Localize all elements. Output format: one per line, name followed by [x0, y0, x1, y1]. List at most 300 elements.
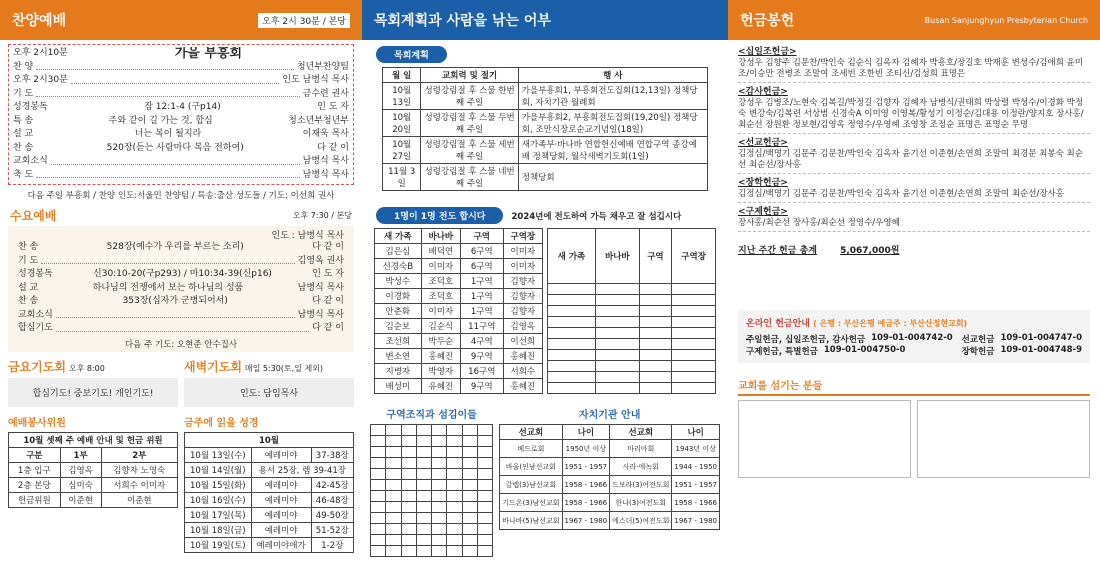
- read-cell: 42-45장: [311, 477, 353, 492]
- cell-cell: [416, 480, 431, 491]
- wed-person: 다 같 이: [312, 242, 344, 252]
- one-tables: [362, 228, 728, 394]
- cell-row: [371, 458, 493, 469]
- cell-cell: [401, 546, 416, 557]
- svc-person: 남병식 목사: [302, 169, 349, 180]
- bank-label: 장학헌금: [961, 347, 995, 357]
- cell-cell: [447, 458, 462, 469]
- svc-leader: [36, 88, 299, 98]
- org-cell: 1958 - 1966: [562, 494, 610, 512]
- org-head: 나이: [672, 425, 720, 440]
- offering-header: [728, 0, 1100, 40]
- bank-title: 온라인 헌금안내: [746, 319, 810, 329]
- wed-row: [18, 282, 344, 296]
- cell-cell: [416, 513, 431, 524]
- worship-title: 찬양예배: [12, 13, 67, 29]
- plan-head: 교회력 및 절기: [421, 68, 518, 83]
- serve-cell: 2층 본당: [9, 477, 61, 492]
- one-empty-cell: [672, 350, 716, 361]
- wed-title: 수요예배: [10, 209, 57, 223]
- cell-cell: [371, 425, 386, 436]
- org-row: [500, 512, 720, 530]
- org-section: [499, 406, 720, 557]
- cell-cell: [416, 535, 431, 546]
- plan-cell: 성령강림절 후 스물 네번째 주일: [421, 164, 518, 191]
- one-empty-row: [548, 295, 716, 306]
- cell-cell: [477, 425, 492, 436]
- wed-row: [18, 322, 344, 336]
- one-cell: 배덕연: [421, 244, 460, 259]
- offering-group-names: 김정심/백명기 김문주 김문찬/박인숙 김옥자 윤기선 이준현/손연희 조말여 최순선/장사홍: [738, 189, 1090, 203]
- serve-table: [8, 432, 178, 508]
- one-empty-head: 구역: [639, 229, 671, 284]
- one-empty-cell: [595, 295, 639, 306]
- read-cell: 용서 25장, 렘 39-41장: [251, 462, 353, 477]
- cell-cell: [371, 469, 386, 480]
- one-empty-row: [548, 306, 716, 317]
- friday-prayer: [8, 358, 178, 410]
- one-empty-cell: [548, 284, 596, 295]
- wed-row: [18, 295, 344, 309]
- cell-row: [371, 546, 493, 557]
- cell-cell: [386, 524, 401, 535]
- cell-cell: [432, 469, 447, 480]
- bank-account: 109-01-004742-0: [871, 333, 953, 343]
- cell-cell: [401, 513, 416, 524]
- one-empty-cell: [639, 284, 671, 295]
- dawn-body: 인도: 담임목사: [184, 378, 354, 407]
- one-row: [375, 289, 543, 304]
- one-cell: 이미자: [503, 259, 542, 274]
- wed-item: 교회소식: [18, 309, 53, 320]
- read-cell: 예레미야: [251, 447, 311, 462]
- one-empty-row: [548, 361, 716, 372]
- read-row: [185, 462, 354, 477]
- one-empty-cell: [548, 372, 596, 383]
- one-empty-cell: [639, 295, 671, 306]
- one-cell: 이미자: [421, 304, 460, 319]
- svc-item: 특 송: [13, 115, 34, 126]
- svc-item: 성경봉독: [13, 102, 48, 112]
- bank-box: [738, 310, 1090, 363]
- read-cell: 10월 16일(수): [185, 492, 252, 507]
- cell-cell: [386, 513, 401, 524]
- svc-detail: 너는 복이 될지라: [134, 129, 202, 139]
- org-cell: 1958 - 1966: [562, 476, 610, 494]
- cell-cell: [447, 546, 462, 557]
- plan-pill-wrap: [362, 40, 728, 65]
- cell-cell: [416, 469, 431, 480]
- one-empty-cell: [595, 339, 639, 350]
- one-empty-cell: [672, 328, 716, 339]
- org-row: [500, 476, 720, 494]
- one-empty-cell: [548, 295, 596, 306]
- cell-cell: [401, 535, 416, 546]
- cell-cell: [477, 480, 492, 491]
- org-cell: 갈렙(3)남선교회: [500, 476, 562, 494]
- plan-cell: 10월 13일: [383, 83, 421, 110]
- cell-cell: [462, 502, 477, 513]
- one-table: [374, 228, 543, 394]
- svc-row: [13, 88, 349, 102]
- cell-cell: [477, 469, 492, 480]
- cell-row: [371, 447, 493, 458]
- cell-cell: [477, 436, 492, 447]
- one-cell: 1구역: [461, 289, 504, 304]
- bible-reading: [184, 414, 354, 553]
- plan-head: 행 사: [518, 68, 707, 83]
- one-cell: 6구역: [461, 259, 504, 274]
- one-empty-cell: [548, 383, 596, 394]
- cell-cell: [401, 447, 416, 458]
- cell-row: [371, 524, 493, 535]
- one-empty-cell: [548, 361, 596, 372]
- cell-cell: [416, 425, 431, 436]
- bank-label: 선교헌금: [961, 335, 995, 345]
- cell-table: [370, 424, 493, 557]
- org-cell: 1944 - 1950: [672, 458, 720, 476]
- one-cell: 박두순: [421, 334, 460, 349]
- wed-person: 인 도 자: [312, 269, 344, 279]
- read-cell: 49-50장: [311, 507, 353, 522]
- serve-row: [9, 477, 178, 492]
- svc-person: 남병식 목사: [302, 156, 349, 166]
- plan-cell: 성령강림절 후 스물 한번째 주일: [421, 83, 518, 110]
- one-empty-cell: [595, 383, 639, 394]
- read-cell: 10월 17일(목): [185, 507, 252, 522]
- svc-item: 설 교: [13, 129, 34, 139]
- org-cell: 1951 - 1957: [562, 458, 610, 476]
- staff-left: [738, 400, 911, 478]
- cell-cell: [447, 480, 462, 491]
- one-empty-cell: [672, 372, 716, 383]
- cell-cell: [477, 535, 492, 546]
- cell-cell: [447, 535, 462, 546]
- svc-person: 인 도 자: [317, 102, 349, 112]
- org-cell: 베드로회: [500, 440, 562, 458]
- cell-cell: [462, 458, 477, 469]
- total-label: 지난 주간 헌금 총계: [738, 246, 817, 256]
- serve-head: 2부: [101, 447, 177, 462]
- svc-person: 청소년부청년부: [288, 115, 349, 126]
- bank-list: [746, 333, 1082, 357]
- cell-row: [371, 480, 493, 491]
- org-cell: 바나바(5)남선교회: [500, 512, 562, 530]
- cell-cell: [416, 447, 431, 458]
- one-cell: 유혜진: [421, 379, 460, 394]
- one-cell: 변소연: [375, 349, 422, 364]
- svc-leader: [71, 74, 280, 84]
- one-cell: 홍혜진: [503, 379, 542, 394]
- cell-cell: [401, 480, 416, 491]
- cell-cell: [416, 458, 431, 469]
- plan-head: 월 일: [383, 68, 421, 83]
- one-cell: 지병자: [375, 364, 422, 379]
- serve-row: [9, 462, 178, 477]
- wed-detail: 353장(십자가 군병되어서): [122, 296, 228, 306]
- one-empty-cell: [639, 339, 671, 350]
- wed-detail: 신30:10-20(구p293) / 마10:34-39(신p16): [93, 269, 272, 279]
- serve-cell: 1층 입구: [9, 462, 61, 477]
- one-cell: 홍혜진: [421, 349, 460, 364]
- read-cell: 10월 19일(토): [185, 537, 252, 552]
- cell-cell: [462, 436, 477, 447]
- svc-person: 이재욱 목사: [302, 129, 349, 139]
- wed-header: [0, 201, 362, 224]
- org-table: [499, 424, 720, 530]
- dawn-time: 매일 5:30(토,일 제외): [244, 363, 324, 373]
- cell-cell: [447, 436, 462, 447]
- one-empty-cell: [595, 328, 639, 339]
- cell-cell: [371, 436, 386, 447]
- cell-cell: [447, 513, 462, 524]
- fri-time: 오후 8:00: [68, 363, 105, 373]
- svc-row: [13, 61, 349, 75]
- column-worship: [0, 0, 362, 583]
- serve-cell: 이준현: [101, 492, 177, 507]
- worship-order: [8, 44, 354, 185]
- plan-header-title: 목회계획과 사람을 낚는 어부: [374, 13, 551, 29]
- fri-title: 금요기도회: [8, 359, 66, 374]
- one-empty-cell: [595, 284, 639, 295]
- cell-cell: [401, 524, 416, 535]
- read-row: [185, 492, 354, 507]
- wed-person: 남병식 목사: [297, 309, 344, 320]
- cell-cell: [432, 502, 447, 513]
- read-cell: 10월 18일(금): [185, 522, 252, 537]
- cell-cell: [416, 502, 431, 513]
- cell-cell: [477, 502, 492, 513]
- one-cell: 김은심: [375, 244, 422, 259]
- one-cell: 김순보: [375, 319, 422, 334]
- one-empty-cell: [672, 295, 716, 306]
- prayer-meetings: [0, 354, 362, 414]
- one-empty-cell: [548, 306, 596, 317]
- offering-group-title: <감사헌금>: [738, 87, 788, 97]
- serve-cell: 김향자 노영숙: [101, 462, 177, 477]
- offering-group-names: 강성우 김향주 김문찬/박인숙 김순식 김옥자 김혜자 박흥호/장길호 박재훈 변성수/김애희 윤미조/이승만 전병조 조말여 조세빈 조한빈 조티신/김성희 표명은: [738, 58, 1090, 83]
- bank-note: ( 은행 : 부산은행 예금주 : 부산산정현교회): [813, 319, 968, 328]
- one-cell: 조덕호: [421, 289, 460, 304]
- serve-head: 구분: [9, 447, 61, 462]
- one-cell: 16구역: [461, 364, 504, 379]
- cell-cell: [401, 425, 416, 436]
- one-row: [375, 379, 543, 394]
- cell-cell: [386, 502, 401, 513]
- svc-leader: [51, 155, 300, 165]
- cell-cell: [401, 469, 416, 480]
- one-cell: 조선희: [375, 334, 422, 349]
- plan-cell: 성령강림절 후 스물 세번째 주일: [421, 137, 518, 164]
- wed-time: 오후 7:30 / 본당: [292, 211, 352, 220]
- one-empty-cell: [548, 339, 596, 350]
- one-empty-head: 새 가족: [548, 229, 596, 284]
- one-cell: 이선희: [503, 334, 542, 349]
- cell-cell: [371, 458, 386, 469]
- offering-group-names: 장사홍/최순선 장사홍/최순선 정영수/우영혜: [738, 218, 1090, 232]
- one-empty-cell: [639, 383, 671, 394]
- bank-row: [746, 333, 1082, 345]
- svc-detail: 주와 같이 길 가는 것, 합심: [108, 115, 213, 126]
- svc-row: [13, 101, 349, 115]
- one-row: [375, 304, 543, 319]
- worship-header: [0, 0, 362, 40]
- wed-detail: 하나님의 전쟁에서 보는 하나님의 성품: [92, 282, 244, 293]
- staff-right: [917, 400, 1090, 478]
- one-cell: 홍혜진: [503, 349, 542, 364]
- org-head: 선교회: [500, 425, 562, 440]
- cell-cell: [401, 436, 416, 447]
- wed-person: 다 같 이: [312, 323, 344, 333]
- cell-cell: [401, 491, 416, 502]
- staff-title: 교회를 섬기는 분들: [738, 377, 1090, 396]
- one-table-empty: [547, 228, 716, 394]
- read-title: 금주에 읽을 성경: [184, 417, 259, 429]
- cell-cell: [462, 491, 477, 502]
- bank-row: [746, 345, 1082, 357]
- svc-row: [13, 115, 349, 129]
- one-head: 새 가족: [375, 229, 422, 244]
- offering-group-title: <구제헌금>: [738, 207, 788, 217]
- cell-cell: [462, 535, 477, 546]
- read-cell: 예레미야: [251, 477, 311, 492]
- one-empty-cell: [672, 306, 716, 317]
- cell-cell: [462, 546, 477, 557]
- serve-cell: 김영옥: [60, 462, 101, 477]
- staff-section: [728, 363, 1100, 478]
- cell-cell: [371, 524, 386, 535]
- cell-cell: [432, 546, 447, 557]
- one-empty-head: 바나바: [595, 229, 639, 284]
- cell-cell: [432, 447, 447, 458]
- org-row: [500, 458, 720, 476]
- wed-leader: [56, 309, 295, 319]
- plan-row: [383, 83, 708, 110]
- svc-detail: 가을 부흥회: [174, 47, 243, 61]
- offering-group-title: <십일조헌금>: [738, 47, 797, 57]
- one-empty-row: [548, 372, 716, 383]
- bank-label: 주일헌금, 십일조헌금, 감사헌금: [746, 335, 866, 345]
- org-cell: 바울(인남선교회: [500, 458, 562, 476]
- svc-row: [13, 155, 349, 169]
- one-empty-cell: [595, 361, 639, 372]
- cell-cell: [401, 458, 416, 469]
- cell-cell: [371, 502, 386, 513]
- org-cell: 마리아회: [610, 440, 672, 458]
- wed-person: 남병식 목사: [297, 282, 344, 293]
- cell-row: [371, 535, 493, 546]
- org-cell: 1967 - 1980: [562, 512, 610, 530]
- one-row: [375, 334, 543, 349]
- svc-item: 축 도: [13, 169, 34, 180]
- one-head: 구역: [461, 229, 504, 244]
- cell-cell: [447, 524, 462, 535]
- cell-cell: [447, 491, 462, 502]
- one-row: [375, 319, 543, 334]
- wed-leader: 인도 : 남병식 목사: [271, 231, 344, 241]
- svc-item: 기 도: [13, 88, 34, 99]
- one-row: [375, 259, 543, 274]
- svc-person: 인도 남병식 목사: [282, 75, 349, 85]
- cell-cell: [371, 447, 386, 458]
- worship-time: 오후 2시 30분 / 본당: [258, 13, 350, 28]
- dawn-title: 새벽기도회: [184, 359, 242, 374]
- one-empty-head: 구역장: [672, 229, 716, 284]
- cell-row: [371, 469, 493, 480]
- cell-cell: [462, 425, 477, 436]
- cell-cell: [432, 524, 447, 535]
- one-row: [375, 244, 543, 259]
- offering-group-title: <선교헌금>: [738, 138, 788, 148]
- read-cell: 예레미야: [251, 507, 311, 522]
- bank-label: 구제헌금, 특별헌금: [746, 347, 818, 357]
- cell-cell: [447, 502, 462, 513]
- cell-row: [371, 491, 493, 502]
- read-cell: 10월 15일(화): [185, 477, 252, 492]
- serve-title: 예배봉사위원: [8, 417, 66, 429]
- wed-item: 기 도: [18, 255, 39, 266]
- one-empty-row: [548, 317, 716, 328]
- one-empty-cell: [672, 383, 716, 394]
- one-empty-cell: [672, 284, 716, 295]
- read-row: [185, 522, 354, 537]
- cell-cell: [462, 469, 477, 480]
- svc-person: 다 같 이: [317, 142, 349, 153]
- wed-order: [8, 226, 354, 352]
- one-head: 바나바: [421, 229, 460, 244]
- cell-cell: [371, 480, 386, 491]
- cell-cell: [477, 447, 492, 458]
- plan-cell: 가을부흥회1, 부흥회전도집회(12,13일) 정책당회, 자치기관 월례회: [518, 83, 707, 110]
- wed-row: [18, 241, 344, 255]
- cell-row: [371, 436, 493, 447]
- wed-item: 성경봉독: [18, 269, 53, 279]
- read-row: [185, 537, 354, 552]
- plan-header: [362, 0, 728, 40]
- read-cell: 37-38장: [311, 447, 353, 462]
- dawn-prayer: [184, 358, 354, 410]
- wed-leader: [56, 322, 309, 332]
- one-empty-row: [548, 284, 716, 295]
- one-cell: 김향자: [503, 289, 542, 304]
- cell-row: [371, 502, 493, 513]
- read-cell: 10월 14일(월): [185, 462, 252, 477]
- cell-cell: [386, 469, 401, 480]
- one-pill: 1명이 1명 전도 합시다: [376, 207, 503, 224]
- read-cell: 예레미야: [251, 522, 311, 537]
- svc-leader: [36, 169, 299, 179]
- svc-row: [13, 128, 349, 142]
- cell-cell: [477, 513, 492, 524]
- fri-body: 합심기도! 중보기도! 개인기도!: [8, 378, 178, 407]
- cell-cell: [432, 425, 447, 436]
- svc-person: 청년부찬양팀: [296, 61, 349, 72]
- service-committee: [8, 414, 178, 553]
- cell-cell: [432, 535, 447, 546]
- offering-groups: [728, 40, 1100, 235]
- wed-item: 설 교: [18, 282, 39, 293]
- one-cell: 김향자: [503, 274, 542, 289]
- cell-cell: [386, 546, 401, 557]
- org-title: 자치기관 안내: [578, 410, 641, 421]
- org-cell: 한나(3)여전도회: [610, 494, 672, 512]
- cell-cell: [371, 513, 386, 524]
- one-empty-row: [548, 328, 716, 339]
- cell-cell: [462, 524, 477, 535]
- cell-cell: [416, 546, 431, 557]
- one-cell: 신경숙B: [375, 259, 422, 274]
- read-cell: 46-48장: [311, 492, 353, 507]
